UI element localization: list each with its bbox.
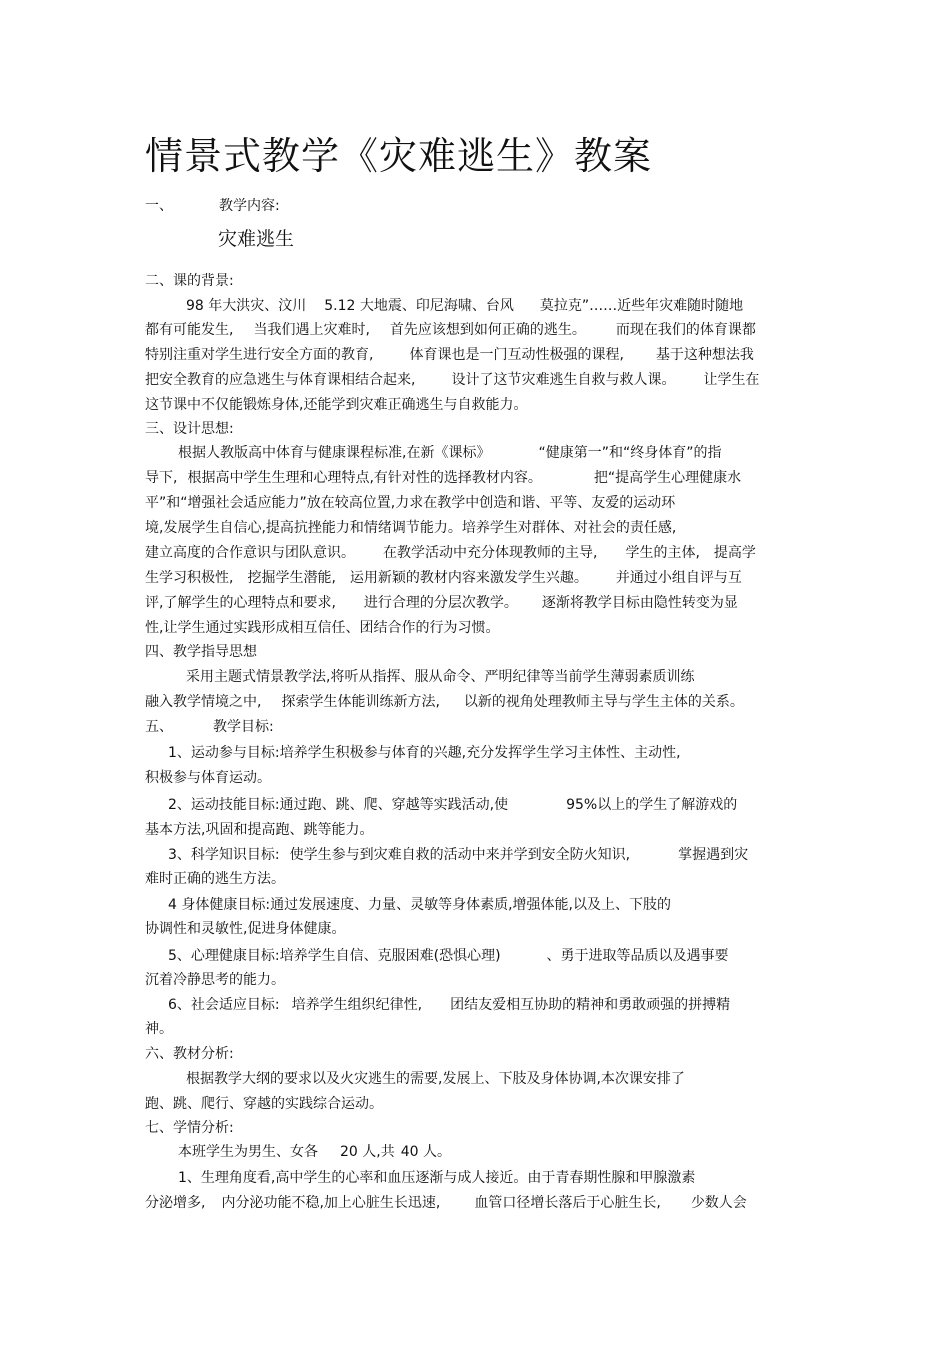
text-segment: 建立高度的合作意识与团队意识。: [145, 545, 355, 561]
text-segment: 根据高中学生生理和心理特点,有针对性的选择教材内容。: [187, 470, 542, 486]
text-segment: 评,了解学生的心理特点和要求,: [145, 595, 336, 611]
text-segment: 本班学生为男生、女各: [178, 1144, 318, 1160]
text-segment: 并通过小组自评与互: [615, 570, 742, 586]
text-segment: 95%以上的学生了解游戏的: [566, 797, 738, 813]
paragraph-line: [145, 1193, 747, 1213]
text-segment: “健康第一”和“终身体育”的指: [538, 445, 722, 461]
paragraph-line: [145, 468, 741, 488]
paragraph-line: [145, 692, 744, 712]
section-5-label: 五、: [145, 719, 173, 735]
paragraph-line: 境,发展学生自信心,提高抗挫能力和情绪调节能力。培养学生对群体、对社会的责任感,: [145, 520, 677, 536]
paragraph-line: [145, 543, 756, 563]
goal-item-cont: 难时正确的逃生方法。: [145, 871, 285, 887]
text-segment: 让学生在: [703, 372, 760, 388]
goal-item: 4 身体健康目标:通过发展速度、力量、灵敏等身体素质,增强体能,以及上、下肢的: [168, 897, 671, 913]
goal-item-cont: 积极参与体育运动。: [145, 770, 271, 786]
section-6-heading: 六、教材分析:: [145, 1046, 234, 1062]
text-segment: 生学习积极性,: [145, 570, 234, 586]
text-segment: 以新的视角处理教师主导与学生主体的关系。: [463, 694, 744, 710]
goal-item: [168, 995, 730, 1015]
paragraph-line: 根据教学大纲的要求以及火灾逃生的需要,发展上、下肢及身体协调,本次课安排了: [186, 1071, 685, 1087]
paragraph-line: [178, 1142, 451, 1162]
section-1-title: 教学内容:: [219, 198, 280, 214]
text-segment: 内分泌功能不稳,加上心脏生长迅速,: [221, 1195, 441, 1211]
text-segment: 逐渐将教学目标由隐性转变为显: [541, 595, 738, 611]
text-segment: 特别注重对学生进行安全方面的教育,: [145, 347, 374, 363]
text-segment: 培养学生组织纪律性,: [291, 997, 423, 1013]
text-segment: 3、科学知识目标:: [168, 847, 280, 863]
paragraph-line: 这节课中不仅能锻炼身体,还能学到灾难正确逃生与自救能力。: [145, 397, 528, 413]
text-segment: 2、运动技能目标:通过跑、跳、爬、穿越等实践活动,使: [168, 797, 509, 813]
paragraph-line: 性,让学生通过实践形成相互信任、团结合作的行为习惯。: [145, 620, 500, 636]
text-segment: 6、社会适应目标:: [168, 997, 280, 1013]
text-segment: 掌握遇到灾: [678, 847, 749, 863]
text-segment: 设计了这节灾难逃生自救与救人课。: [451, 372, 676, 388]
paragraph-line: 1、生理角度看,高中学生的心率和血压逐渐与成人接近。由于青春期性腺和甲腺激素: [178, 1170, 696, 1186]
goal-item: [168, 795, 737, 815]
text-segment: 运用新颖的教材内容来激发学生兴趣。: [349, 570, 588, 586]
goal-item: [168, 946, 729, 966]
goal-item-cont: 沉着冷静思考的能力。: [145, 972, 285, 988]
text-segment: 分泌增多,: [145, 1195, 206, 1211]
text-segment: 血管口径增长落后于心脏生长,: [474, 1195, 661, 1211]
section-2-heading: 二、课的背景:: [145, 273, 234, 289]
paragraph-line: [145, 593, 738, 613]
text-segment: 根据人教版高中体育与健康课程标准,在新《课标》: [178, 445, 491, 461]
text-segment: 团结友爱相互协助的精神和勇敢顽强的拼搏精: [450, 997, 731, 1013]
goal-item-cont: 协调性和灵敏性,促进身体健康。: [145, 921, 346, 937]
text-segment: 体育课也是一门互动性极强的课程,: [409, 347, 624, 363]
paragraph-line: [145, 370, 759, 390]
section-7-heading: 七、学情分析:: [145, 1120, 234, 1136]
section-3-heading: 三、设计思想:: [145, 421, 234, 437]
goal-item: 1、运动参与目标:培养学生积极参与体育的兴趣,充分发挥学生学习主体性、主动性,: [168, 745, 681, 761]
text-segment: 而现在我们的体育课都: [615, 322, 756, 338]
section-4-heading: 四、教学指导思想: [145, 644, 257, 660]
section-1-heading: [145, 196, 280, 216]
text-segment: 98 年大洪灾、汶川: [186, 298, 307, 314]
section-1-label: 一、: [145, 198, 173, 214]
text-segment: 基于这种想法我: [655, 347, 754, 363]
text-segment: 提高学: [713, 545, 756, 561]
text-segment: 挖掘学生潜能,: [247, 570, 336, 586]
text-segment: 当我们遇上灾难时,: [253, 322, 370, 338]
paragraph-line: [145, 345, 754, 365]
text-segment: 使学生参与到灾难自救的活动中来并学到安全防火知识,: [289, 847, 631, 863]
section-1-content: 灾难逃生: [218, 228, 295, 250]
text-segment: 把“提高学生心理健康水: [593, 470, 742, 486]
text-segment: 把安全教育的应急逃生与体育课相结合起来,: [145, 372, 416, 388]
text-segment: 进行合理的分层次教学。: [363, 595, 518, 611]
text-segment: 少数人会: [690, 1195, 747, 1211]
goal-item: [168, 845, 748, 865]
document-title: 情景式教学《灾难逃生》教案: [145, 134, 653, 178]
text-segment: 学生的主体,: [625, 545, 700, 561]
paragraph-line: [145, 320, 756, 340]
text-segment: 首先应该想到如何正确的逃生。: [389, 322, 586, 338]
goal-item-cont: 基本方法,巩固和提高跑、跳等能力。: [145, 822, 374, 838]
paragraph-line: [178, 443, 721, 463]
text-segment: 40 人。: [400, 1144, 451, 1160]
text-segment: 导下,: [145, 470, 178, 486]
text-segment: 融入教学情境之中,: [145, 694, 262, 710]
text-segment: 探索学生体能训练新方法,: [281, 694, 440, 710]
paragraph-line: 平”和“增强社会适应能力”放在较高位置,力求在教学中创造和谐、平等、友爱的运动环: [145, 495, 676, 511]
section-5-heading: [145, 717, 274, 737]
text-segment: 在教学活动中充分体现教师的主导,: [383, 545, 598, 561]
goal-item-cont: 神。: [145, 1021, 173, 1037]
text-segment: 5.12 大地震、印尼海啸、台风: [324, 298, 514, 314]
text-segment: 都有可能发生,: [145, 322, 234, 338]
text-segment: 、勇于进取等品质以及遇事要: [546, 948, 729, 964]
section-5-title: 教学目标:: [213, 719, 274, 735]
paragraph-line: [145, 568, 742, 588]
text-segment: 5、心理健康目标:培养学生自信、克服困难(恐惧心理): [168, 948, 501, 964]
paragraph-line: 跑、跳、爬行、穿越的实践综合运动。: [145, 1096, 383, 1112]
text-segment: 莫拉克”……近些年灾难随时随地: [539, 298, 744, 314]
paragraph-line: [186, 296, 743, 316]
text-segment: 20 人,共: [340, 1144, 395, 1160]
paragraph-line: 采用主题式情景教学法,将听从指挥、服从命令、严明纪律等当前学生薄弱素质训练: [186, 669, 695, 685]
